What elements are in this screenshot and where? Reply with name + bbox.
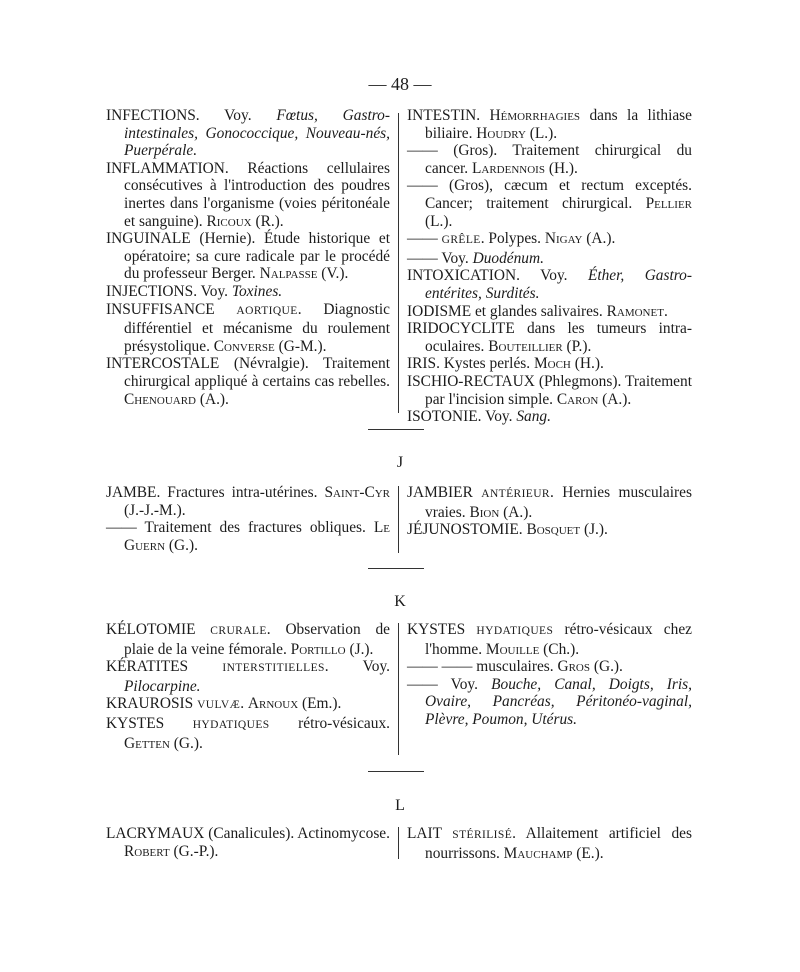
index-entry (407, 230, 692, 250)
index-entry (106, 715, 390, 752)
author-name: Bouteillier (488, 337, 563, 355)
index-entry (106, 283, 390, 301)
author-name: Nigay (544, 230, 583, 248)
italic-reference: Pilocarpine. (124, 677, 201, 695)
entry-text: rétro-vésicaux chez l'homme. (425, 621, 692, 658)
entry-text: . Diagnostic différentiel et mécanisme du roulement présystolique. (124, 300, 390, 355)
qualifier: AORTIQUE (236, 304, 298, 317)
entry-text: . Voy. (324, 658, 390, 676)
index-entry (407, 303, 692, 321)
entry-text: —— (Gros). Traitement chirurgical du cancer. (407, 142, 692, 177)
entry-text: IODISME et glandes salivaires. (407, 302, 607, 320)
entry-text: . Observation de plaie de la veine fémorale. (124, 621, 391, 658)
entry-text: INGUINALE (Hernie). Étude historique et opératoire; sa cure radicale par le procédé du professeur Berger. (106, 230, 390, 283)
entry-text: . Hernies musculaires vraies. (425, 484, 692, 521)
entry-text: —— Voy. (407, 675, 492, 693)
author-name: Gros (557, 658, 590, 676)
entry-text: (J.). (345, 640, 374, 658)
entry-text: . Polypes. (480, 230, 545, 248)
entry-text: (J.). (580, 521, 608, 539)
index-entry (407, 373, 692, 408)
page-number: — 48 — (368, 74, 432, 94)
entry-text: INJECTIONS. Voy. (106, 282, 232, 300)
entry-text: (A.). (499, 503, 533, 521)
qualifier: ANTÉRIEUR (481, 488, 550, 500)
qualifier: INTERSTITIELLES (222, 662, 325, 675)
section-letter-l: L (395, 797, 405, 814)
author-name: Getten (124, 734, 170, 752)
qualifier: CRURALE (210, 625, 267, 637)
entry-text: JAMBIER (407, 484, 482, 501)
italic-reference: Bouche, Canal, Doigts, Iris, Ovaire, Pancréas, Péritonéo-vaginal, Plèvre, Poumon, Utérus. (425, 675, 692, 728)
index-entry (106, 519, 390, 554)
author-name: Converse (213, 337, 275, 355)
left-column (106, 484, 390, 554)
entry-text: IRIS. Kystes perlés. (407, 355, 534, 373)
author-name: Mouille (485, 640, 540, 658)
author-name: Robert (124, 842, 170, 860)
section-rule (368, 429, 424, 430)
entry-text: —— Voy. (407, 249, 473, 267)
entry-text: (A.). (598, 390, 632, 408)
entry-text: (A.). (582, 230, 616, 248)
entry-text: JAMBE. Fractures intra-utérines. (106, 484, 325, 501)
index-entry (407, 320, 692, 355)
entry-text: (P.). (562, 337, 592, 355)
author-name: Bion (469, 503, 500, 521)
italic-reference: Toxines. (231, 282, 283, 300)
index-entry (407, 484, 692, 521)
entry-text: LACRYMAUX (Canalicules). Actinomycose. (106, 825, 390, 842)
entry-text: INSUFFISANCE (106, 300, 237, 318)
entry-text: (G.). (589, 658, 623, 676)
author-name: Arnoux (247, 695, 299, 713)
index-entry (407, 621, 692, 658)
index-entry (106, 695, 390, 715)
author-name: Houdry (476, 124, 526, 142)
index-entry (407, 521, 692, 539)
entry-text: INTOXICATION. Voy. (407, 267, 588, 285)
author-name: Mauchamp (503, 844, 573, 862)
index-entry (407, 250, 692, 268)
index-entry (407, 355, 692, 373)
author-name: Le Guern (124, 519, 390, 554)
section-rule (368, 568, 424, 569)
left-column (106, 825, 390, 860)
index-entry (407, 142, 692, 177)
section-rule (368, 771, 424, 772)
qualifier: HYDATIQUES (476, 625, 554, 637)
entry-text: (Em.). (298, 695, 342, 713)
entry-text: (G.). (169, 734, 203, 752)
entry-text: (R.). (251, 212, 284, 230)
entry-text: (L.). (425, 212, 453, 230)
entry-text: (G.-P.). (169, 842, 219, 860)
author-name: Nalpasse (259, 265, 318, 283)
left-column (106, 621, 390, 752)
index-entry (106, 107, 390, 160)
index-entry (106, 301, 390, 356)
index-entry (106, 230, 390, 283)
entry-text: ISCHIO-RECTAUX (Phlegmons). Traitement par l'incision simple. (407, 372, 692, 408)
author-name: Portillo (290, 640, 346, 658)
index-entry (407, 177, 692, 230)
italic-reference: Duodénum. (472, 249, 544, 267)
entry-text: (H.). (544, 159, 578, 177)
right-column (407, 107, 692, 426)
entry-text: (E.). (572, 844, 604, 862)
entry-text: dans la lithiase biliaire. (425, 107, 692, 142)
author-name: Saint-Cyr (324, 484, 390, 501)
entry-text: (Ch.). (539, 640, 580, 658)
index-entry (106, 621, 390, 658)
italic-reference: Sang. (516, 408, 551, 426)
entry-text: (V.). (317, 265, 349, 283)
author-name: Moch (533, 355, 571, 373)
index-entry (106, 825, 390, 860)
author-name: Bosquet (526, 521, 581, 539)
author-name: Ramonet (606, 302, 664, 320)
entry-text: KRAUROSIS (106, 695, 198, 713)
index-entry (106, 484, 390, 519)
italic-reference: Éther, Gastro-entérites, Surdités. (425, 267, 693, 302)
entry-text: . (240, 695, 248, 713)
entry-text: KYSTES (106, 714, 193, 732)
entry-text: —— —— musculaires. (407, 658, 558, 676)
section-letter-j: J (396, 454, 404, 471)
index-entry (407, 267, 692, 302)
entry-text: —— (407, 230, 442, 248)
entry-text: (G.). (165, 536, 198, 554)
index-entry (106, 658, 390, 695)
entry-text: . (663, 302, 668, 320)
author-name: Ricoux (206, 212, 252, 230)
entry-text: (H.). (570, 355, 604, 373)
column-divider (398, 827, 399, 859)
entry-text: rétro-vésicaux. (269, 714, 390, 732)
index-entry (407, 676, 692, 729)
entry-text: JÉJUNOSTOMIE. (407, 521, 527, 539)
index-entry (407, 408, 692, 426)
entry-text: (A.). (196, 390, 229, 408)
column-divider (398, 486, 399, 553)
left-column (106, 107, 390, 408)
index-entry (407, 825, 692, 862)
right-column (407, 484, 692, 539)
author-name: Hémorrhagies (489, 107, 581, 124)
entry-text: (L.). (525, 124, 558, 142)
entry-text: (J.-J.-M.). (124, 501, 186, 519)
entry-text: —— Traitement des fractures obliques. (106, 519, 374, 537)
section-letter-k: K (394, 593, 406, 610)
entry-text: KÉLOTOMIE (106, 621, 211, 638)
right-column (407, 621, 692, 729)
right-column (407, 825, 692, 862)
entry-text: (G-M.). (274, 337, 327, 355)
author-name: Chenouard (124, 390, 196, 408)
entry-text: —— (Gros), cæcum et rectum exceptés. Cancer; traitement chirurgical. (407, 177, 692, 212)
entry-text: INFECTIONS. Voy. (106, 107, 277, 124)
author-name: Caron (556, 390, 599, 408)
entry-text: INTESTIN. (407, 107, 490, 124)
qualifier: GRÊLE (441, 234, 481, 247)
entry-text: KÉRATITES (106, 658, 223, 676)
index-entry (106, 355, 390, 408)
entry-text: . Allaitement artificiel des nourrissons. (425, 825, 692, 862)
italic-reference: Fœtus, Gastro-intestinales, Gonococcique, Nouveau-nés, Puerpérale. (124, 107, 390, 160)
index-entry (106, 160, 390, 230)
entry-text: LAIT (407, 825, 453, 842)
author-name: Lardennois (472, 159, 545, 177)
qualifier: VULVÆ (197, 699, 241, 712)
entry-text: INTERCOSTALE (Névralgie). Traitement chirurgical appliqué à certains cas rebelles. (106, 355, 390, 390)
entry-text: IRIDOCYCLITE dans les tumeurs intra-oculaires. (407, 320, 692, 355)
author-name: Pellier (645, 194, 692, 212)
entry-text: KYSTES (407, 621, 477, 638)
entry-text: INFLAMMATION. Réactions cellulaires consécutives à l'introduction des poudres inertes dans l'organisme (voies péritonéale et sanguine). (106, 159, 390, 230)
column-divider (398, 623, 399, 755)
index-entry (407, 107, 692, 142)
qualifier: HYDATIQUES (192, 718, 270, 731)
index-entry (407, 658, 692, 676)
qualifier: STÉRILISÉ (452, 829, 513, 841)
column-divider (398, 113, 399, 413)
entry-text: ISOTONIE. Voy. (407, 408, 517, 426)
